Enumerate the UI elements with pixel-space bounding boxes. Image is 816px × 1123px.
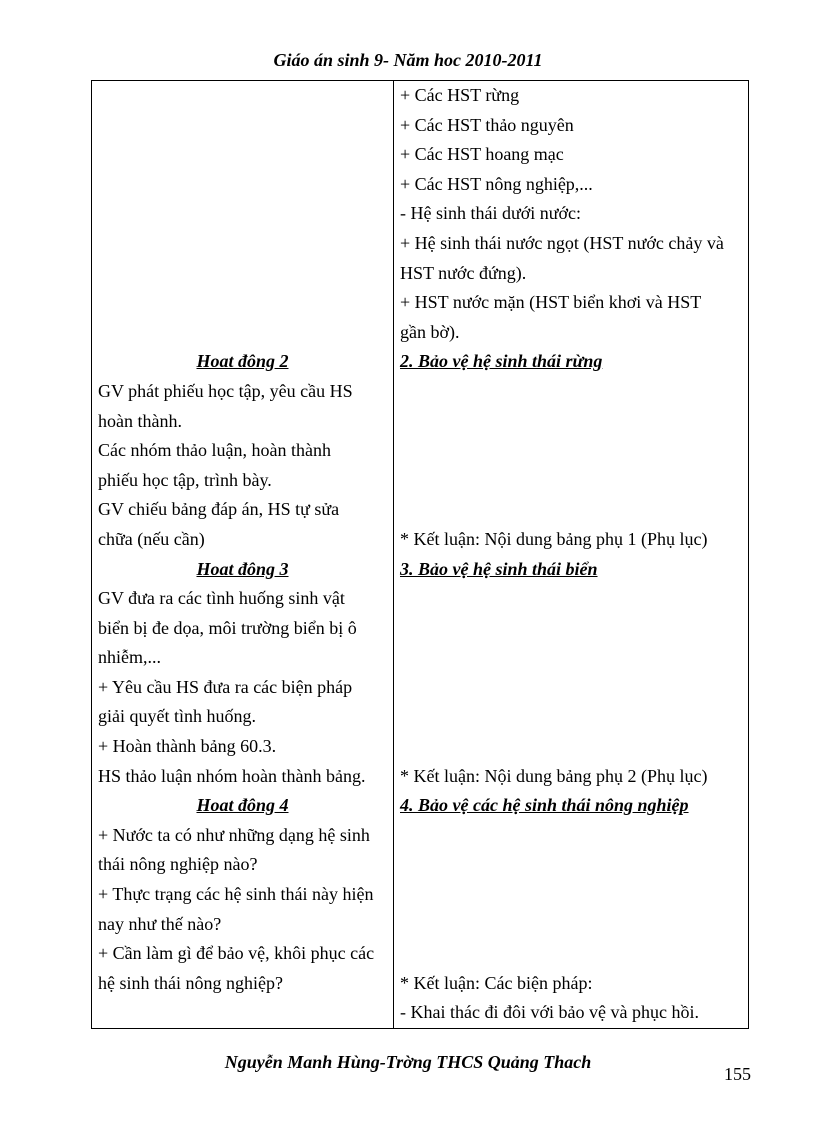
- text-line: + Hệ sinh thái nước ngọt (HST nước chảy và: [400, 232, 724, 253]
- table-row: [92, 81, 749, 1029]
- text-line: GV đưa ra các tình huống sinh vật: [98, 588, 345, 609]
- text-line: + HST nước mặn (HST biển khơi và HST: [400, 292, 702, 313]
- conclusion-3: * Kết luận: Các biện pháp:: [400, 972, 593, 993]
- text-line: + Các HST thảo nguyên: [400, 114, 574, 135]
- text-line: + Hoàn thành bảng 60.3.: [98, 736, 277, 757]
- activity-4-heading: Hoat đông 4: [196, 795, 289, 816]
- activity-2-heading: Hoat đông 2: [196, 351, 289, 372]
- section-2-heading: 2. Bảo vệ hệ sinh thái rừng: [400, 351, 603, 372]
- text-line: gần bờ).: [400, 321, 460, 342]
- text-line: HS thảo luận nhóm hoàn thành bảng.: [98, 765, 366, 786]
- section-4-heading: 4. Bảo vệ các hệ sinh thái nông nghiệp: [400, 795, 689, 816]
- teacher-activity-column: [92, 81, 394, 1029]
- activity-3-heading: Hoat đông 3: [196, 558, 289, 579]
- text-line: giải quyết tình huống.: [98, 706, 256, 727]
- text-line: + Nước ta có như những dạng hệ sinh: [98, 824, 370, 845]
- text-line: nhiễm,...: [98, 647, 161, 668]
- text-line: GV chiếu bảng đáp án, HS tự sửa: [98, 499, 340, 520]
- text-line: + Các HST hoang mạc: [400, 144, 564, 165]
- text-line: chữa (nếu cần): [98, 528, 205, 549]
- content-column: [394, 81, 749, 1029]
- text-line: HST nước đứng).: [400, 262, 527, 283]
- text-line: + Thực trạng các hệ sinh thái này hiện: [98, 884, 374, 905]
- text-line: + Yêu cầu HS đưa ra các biện pháp: [98, 676, 353, 697]
- page-number: 155: [724, 1064, 751, 1084]
- text-line: hệ sinh thái nông nghiệp?: [98, 972, 283, 993]
- text-line: thái nông nghiệp nào?: [98, 854, 258, 875]
- text-line: biển bị đe dọa, môi trường biển bị ô: [98, 617, 357, 638]
- text-line: phiếu học tập, trình bày.: [98, 469, 272, 490]
- section-3-heading: 3. Bảo vệ hệ sinh thái biển: [400, 558, 598, 579]
- conclusion-1: * Kết luận: Nội dung bảng phụ 1 (Phụ lục): [400, 528, 708, 549]
- page-header: Giáo án sinh 9- Năm hoc 2010-2011: [273, 50, 543, 70]
- text-line: + Cần làm gì để bảo vệ, khôi phục các: [98, 943, 375, 964]
- text-line: GV phát phiếu học tập, yêu cầu HS: [98, 380, 353, 401]
- lesson-table: [91, 80, 749, 1029]
- text-line: + Các HST rừng: [400, 85, 520, 105]
- text-line: nay như thế nào?: [98, 913, 222, 934]
- text-line: - Khai thác đi đôi với bảo vệ và phục hồi.: [400, 1002, 699, 1023]
- conclusion-2: * Kết luận: Nội dung bảng phụ 2 (Phụ lục): [400, 765, 708, 786]
- text-line: Các nhóm thảo luận, hoàn thành: [98, 440, 331, 461]
- text-line: + Các HST nông nghiệp,...: [400, 173, 593, 194]
- page-footer: Nguyễn Manh Hùng-Trờng THCS Quảng Thach: [224, 1052, 592, 1072]
- text-line: - Hệ sinh thái dưới nước:: [400, 203, 582, 224]
- text-line: hoàn thành.: [98, 410, 182, 431]
